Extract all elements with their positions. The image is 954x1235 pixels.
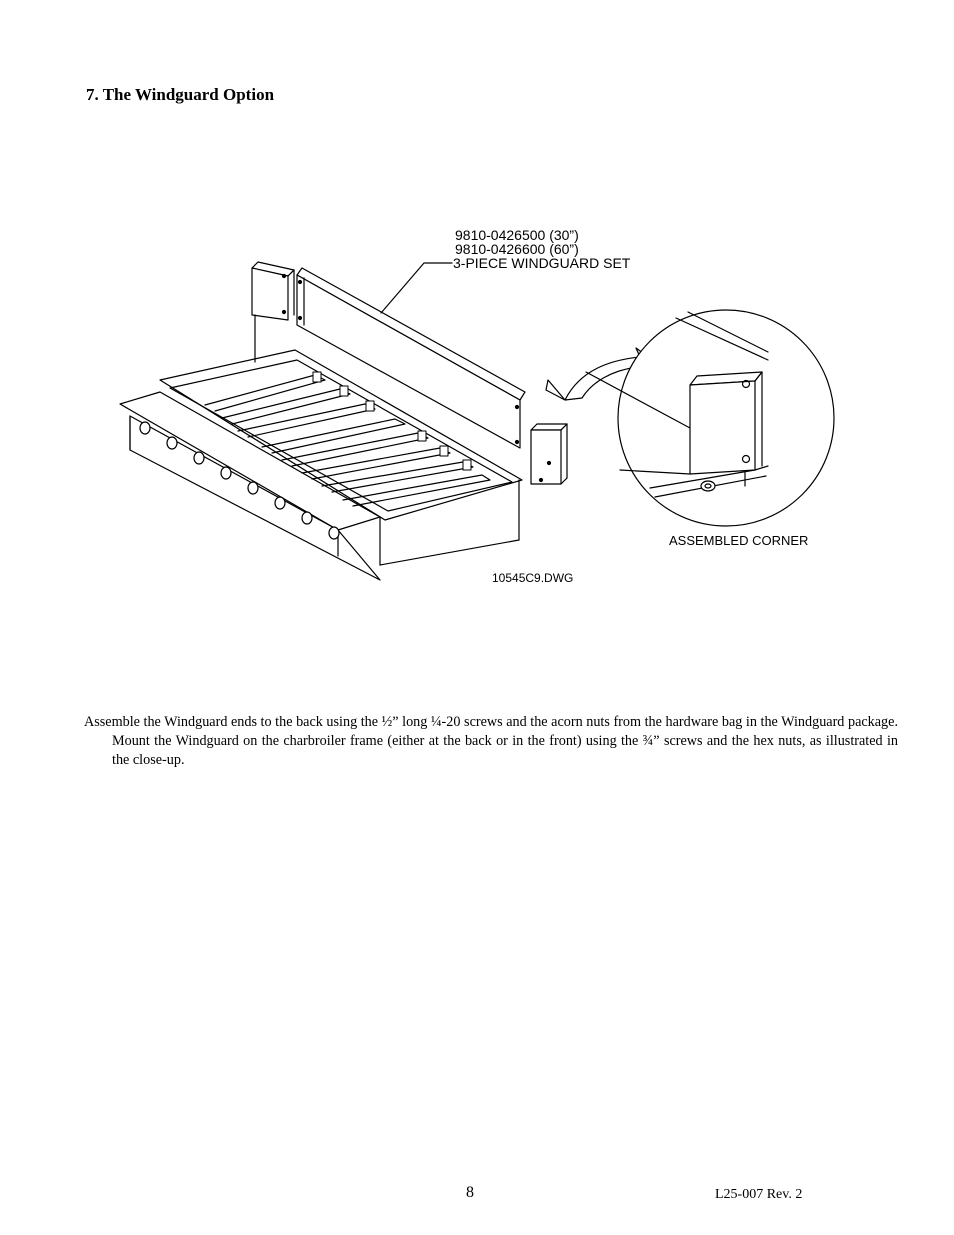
part-number-60: 9810-0426600 (60”): [455, 241, 579, 257]
left-end-piece: [252, 262, 294, 362]
part-number-30: 9810-0426500 (30”): [455, 227, 579, 243]
right-end-piece: [531, 424, 567, 484]
assembly-instructions: Assemble the Windguard ends to the back using the ½” long ¼-20 screws and the acorn nuts from the hardware bag in the Windguard package. Mount the Windguard on the charbroiler frame (either at the back or in the front) using the ¾” screws and the hex nuts, as illustrated in the close-up.: [84, 714, 898, 768]
page-number: 8: [466, 1184, 474, 1201]
drawing-id: 10545C9.DWG: [492, 571, 574, 585]
detail-caption: ASSEMBLED CORNER: [669, 533, 809, 548]
windguard-set-label: 3-PIECE WINDGUARD SET: [453, 255, 631, 271]
document-revision: L25-007 Rev. 2: [715, 1187, 803, 1202]
back-windguard-panel: [297, 268, 525, 448]
assembled-corner-detail: [586, 310, 834, 526]
section-heading: 7. The Windguard Option: [86, 85, 275, 104]
